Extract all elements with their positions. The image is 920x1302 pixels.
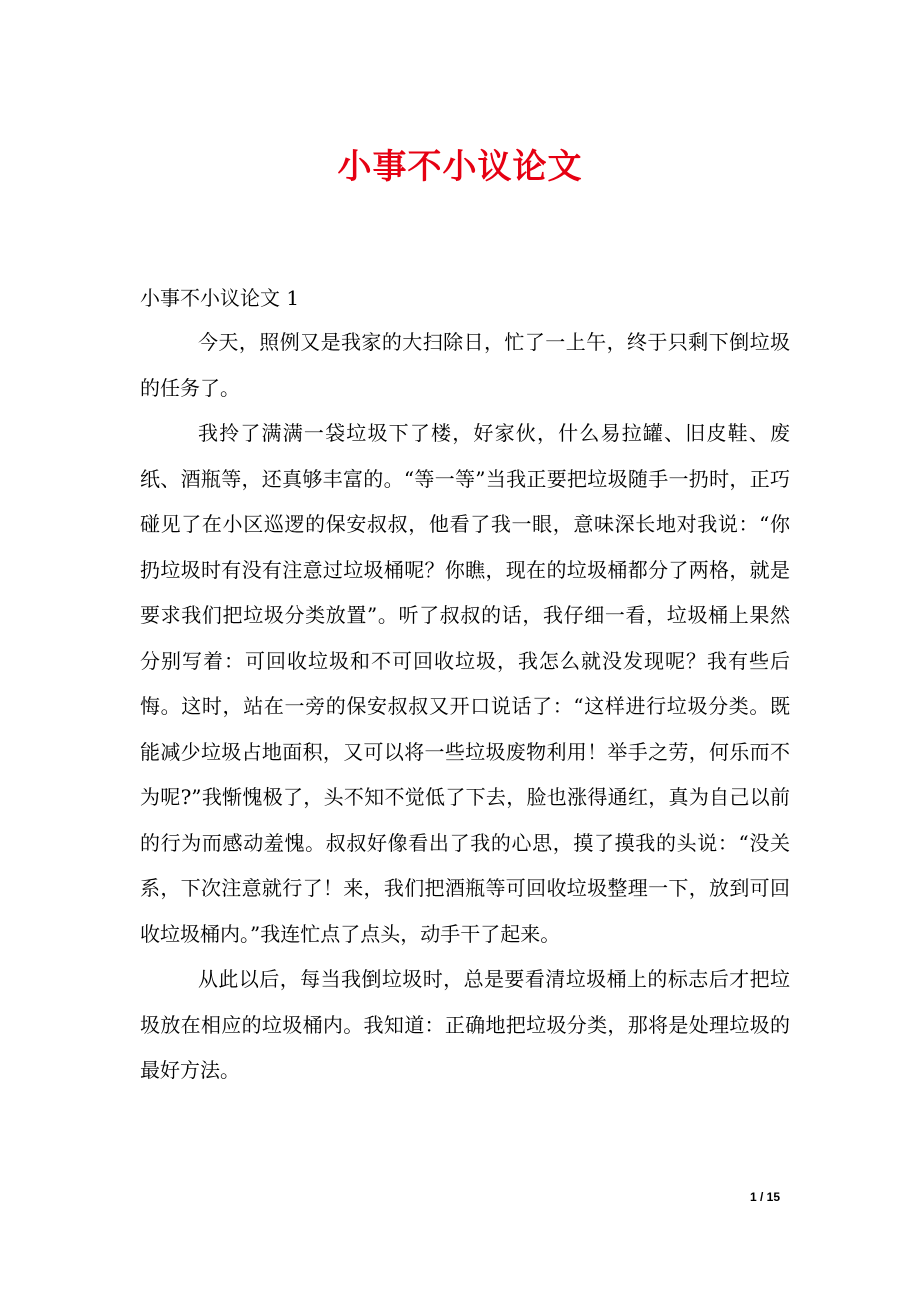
page-number: 1 / 15 [749,1190,780,1204]
paragraph: 从此以后，每当我倒垃圾时，总是要看清垃圾桶上的标志后才把垃圾放在相应的垃圾桶内。我知道：正确地把垃圾分类，那将是处理垃圾的最好方法。 [140,967,790,1082]
page-title: 小事不小议论文 [337,147,583,187]
paragraph: 我拎了满满一袋垃圾下了楼，好家伙，什么易拉罐、旧皮鞋、废纸、酒瓶等，还真够丰富的。“等一等”当我正要把垃圾随手一扔时，正巧碰见了在小区巡逻的保安叔叔，他看了我一眼，意味深长地对我说：“你扔垃圾时有没有注意过垃圾桶呢？你瞧，现在的垃圾桶都分了两格，就是要求我们把垃圾分类放置”。听了叔叔的话，我仔细一看，垃圾桶上果然分别写着：可回收垃圾和不可回收垃圾，我怎么就没发现呢？我有些后悔。这时，站在一旁的保安叔叔又开口说话了：“这样进行垃圾分类。既能减少垃圾占地面积，又可以将一些垃圾废物利用！举手之劳，何乐而不为呢?”我惭愧极了，头不知不觉低了下去，脸也涨得通红，真为自己以前的行为而感动羞愧。叔叔好像看出了我的心思，摸了摸我的头说：“没关系，下次注意就行了！来，我们把酒瓶等可回收垃圾整理一下，放到可回收垃圾桶内。”我连忙点了点头，动手干了起来。 [140,421,790,946]
article-body [140,320,790,1094]
paragraph: 今天，照例又是我家的大扫除日，忙了一上午，终于只剩下倒垃圾的任务了。 [140,330,790,400]
section-heading: 小事不小议论文 1 [140,286,300,310]
